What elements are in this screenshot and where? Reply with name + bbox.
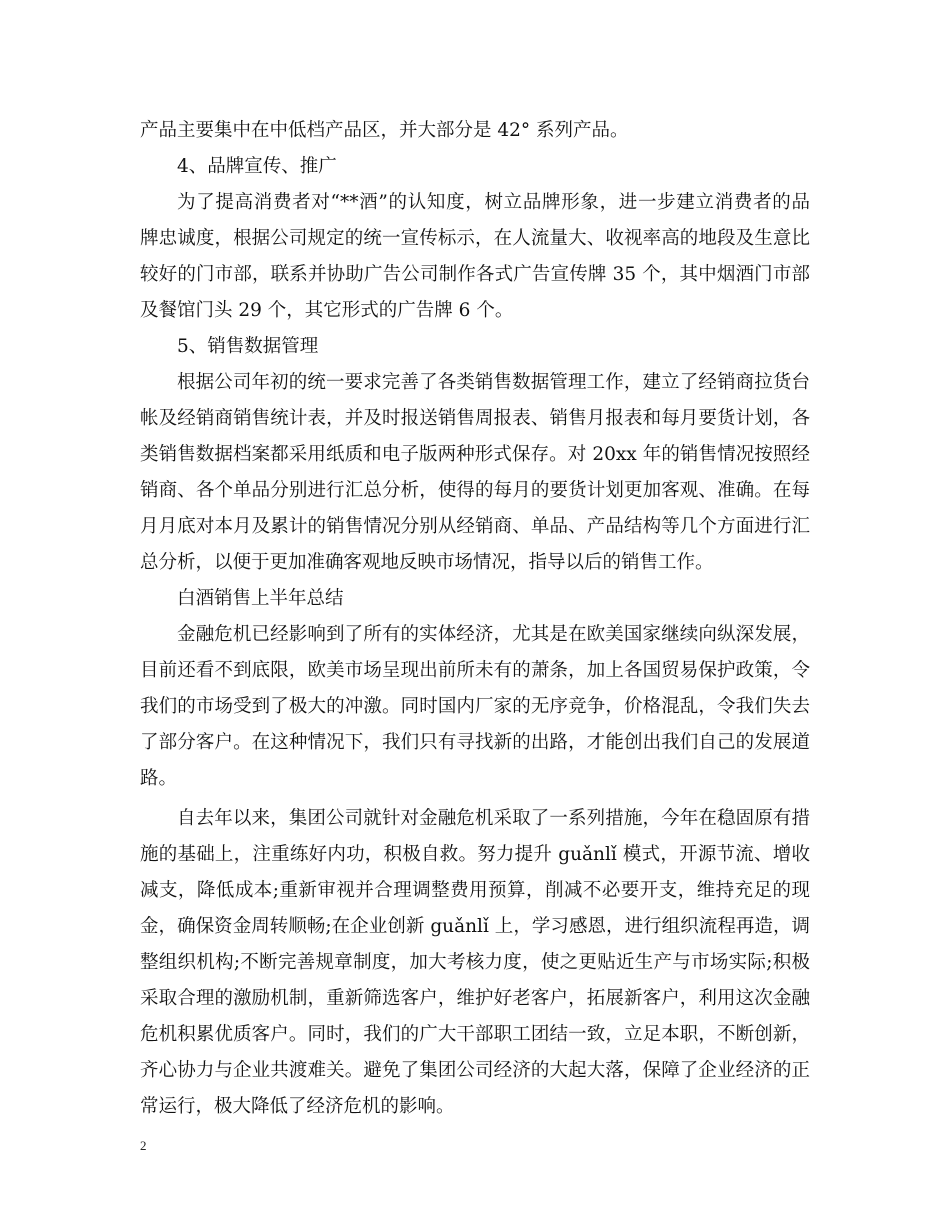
heading-half-year-summary xyxy=(140,581,810,617)
text-line: 较好的门市部，联系并协助广告公司制作各式广告宣传牌 35 个，其中烟酒门市部 xyxy=(140,264,810,285)
text-line: 齐心协力与企业共渡难关。避免了集团公司经济的大起大落，保障了企业经济的正 xyxy=(140,1060,810,1081)
text-line: 总分析，以便于更加准确客观地反映市场情况，指导以后的销售工作。 xyxy=(140,552,714,573)
page-number: 2 xyxy=(140,1138,147,1153)
section-heading: 4、品牌宣传、推广 xyxy=(177,156,337,177)
section-heading: 白酒销售上半年总结 xyxy=(177,588,344,609)
text-line: 常运行，极大降低了经济危机的影响。 xyxy=(140,1096,455,1117)
paragraph-product-range xyxy=(140,113,810,149)
text-line: 危机积累优质客户。同时，我们的广大干部职工团结一致，立足本职，不断创新， xyxy=(140,1024,810,1045)
text-line: 根据公司年初的统一要求完善了各类销售数据管理工作，建立了经销商拉货台 xyxy=(177,372,810,393)
heading-sales-data xyxy=(140,329,810,365)
text-line: 了部分客户。在这种情况下，我们只有寻找新的出路，才能创出我们自己的发展道 xyxy=(140,732,810,753)
text-line: 类销售数据档案都采用纸质和电子版两种形式保存。对 20xx 年的销售情况按照经 xyxy=(140,444,810,465)
text-line: 施的基础上，注重练好内功，积极自救。努力提升 guǎnlǐ 模式，开源节流、增收 xyxy=(140,844,810,865)
text-line: 及餐馆门头 29 个，其它形式的广告牌 6 个。 xyxy=(140,300,514,321)
text-line: 采取合理的激励机制，重新筛选客户，维护好老客户，拓展新客户，利用这次金融 xyxy=(140,988,810,1009)
paragraph-financial-crisis xyxy=(140,617,810,797)
text-line: 产品主要集中在中低档产品区，并大部分是 42° 系列产品。 xyxy=(140,120,629,141)
paragraph-group-measures xyxy=(140,801,810,1125)
text-line: 牌忠诚度，根据公司规定的统一宣传标示，在人流量大、收视率高的地段及生意比 xyxy=(140,228,810,249)
heading-brand-promotion xyxy=(140,149,810,185)
paragraph-brand-promotion xyxy=(140,185,810,329)
text-line: 目前还看不到底限，欧美市场呈现出前所未有的萧条，加上各国贸易保护政策，令 xyxy=(140,660,810,681)
text-line: 自去年以来，集团公司就针对金融危机采取了一系列措施，今年在稳固原有措 xyxy=(177,808,810,829)
text-line: 我们的市场受到了极大的冲激。同时国内厂家的无序竞争，价格混乱，令我们失去 xyxy=(140,696,810,717)
section-heading: 5、销售数据管理 xyxy=(177,336,319,357)
text-line: 金融危机已经影响到了所有的实体经济，尤其是在欧美国家继续向纵深发展， xyxy=(177,624,810,645)
text-line: 月月底对本月及累计的销售情况分别从经销商、单品、产品结构等几个方面进行汇 xyxy=(140,516,810,537)
text-line: 帐及经销商销售统计表，并及时报送销售周报表、销售月报表和每月要货计划，各 xyxy=(140,408,810,429)
text-line: 金，确保资金周转顺畅;在企业创新 guǎnlǐ 上，学习感恩，进行组织流程再造，调 xyxy=(140,916,810,937)
text-line: 整组织机构;不断完善规章制度，加大考核力度，使之更贴近生产与市场实际;积极 xyxy=(140,952,810,973)
paragraph-sales-data xyxy=(140,365,810,581)
text-line: 减支，降低成本;重新审视并合理调整费用预算，削减不必要开支，维持充足的现 xyxy=(140,880,810,901)
document-body xyxy=(140,113,810,1125)
text-line: 销商、各个单品分别进行汇总分析，使得的每月的要货计划更加客观、准确。在每 xyxy=(140,480,810,501)
text-line: 为了提高消费者对“**酒”的认知度，树立品牌形象，进一步建立消费者的品 xyxy=(177,192,810,213)
text-line: 路。 xyxy=(140,768,178,789)
